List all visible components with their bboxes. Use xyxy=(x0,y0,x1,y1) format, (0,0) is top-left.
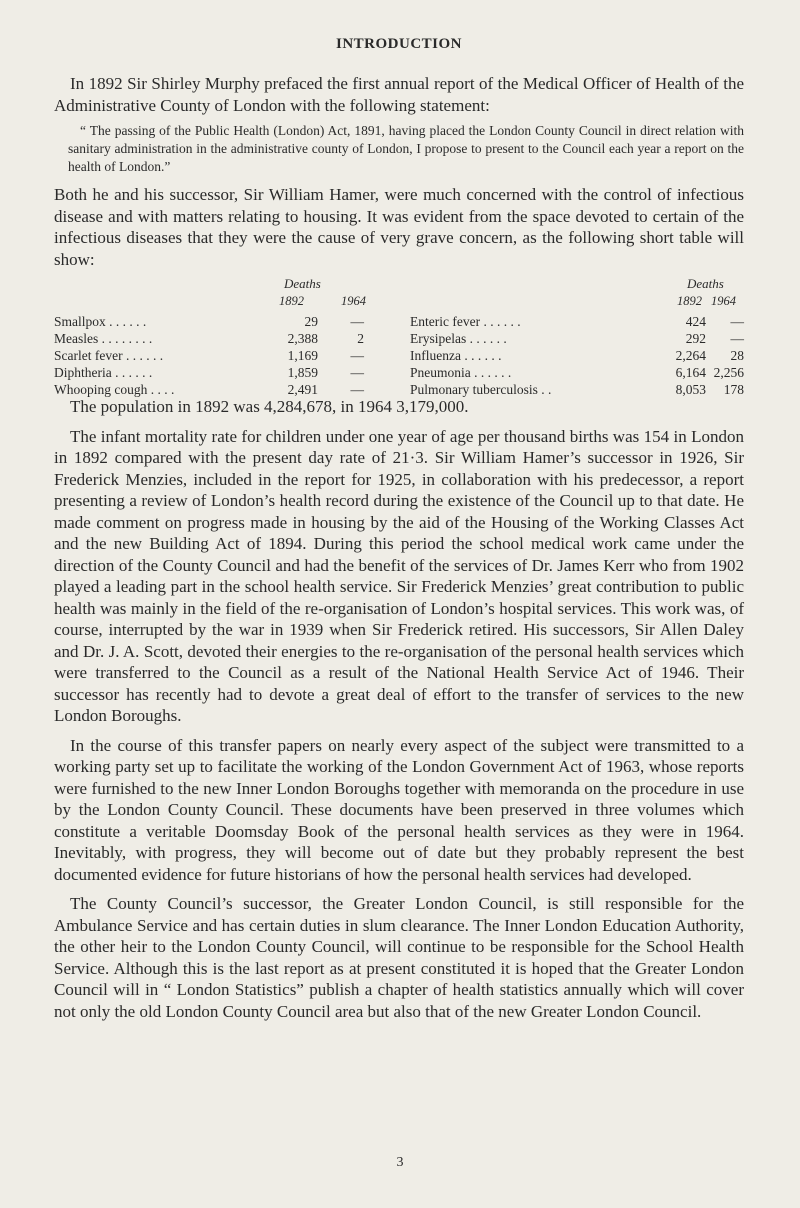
deaths-1892-value: 8,053 xyxy=(675,382,706,397)
disease-name: Measles . . . . . . . . xyxy=(54,331,153,346)
table-row xyxy=(410,348,744,365)
disease-name: Pneumonia . . . . . . xyxy=(410,365,512,380)
deaths-1964-value: 28 xyxy=(730,348,744,363)
disease-name: Pulmonary tuberculosis . . xyxy=(410,382,552,397)
deaths-1892-value: 292 xyxy=(685,331,706,346)
column-header-1964: 1964 xyxy=(711,294,736,308)
table-row xyxy=(54,331,372,348)
paragraph-intro: In 1892 Sir Shirley Murphy prefaced the first annual report of the Medical Officer of Health of the Administrative County of London with the following statement: xyxy=(54,74,744,115)
column-header-1892: 1892 xyxy=(279,294,304,308)
paragraph-successor: The County Council’s successor, the Greater London Council, is still responsible for the Ambulance Service and has certain duties in slum clearance. The Inner London Education Authority, the other heir to the London County Council, will continue to be responsible for the School Health Service. Although this is the last report as at present constituted it is hoped that the Greater London Council will in “ London Statistics” publish a chapter of health statistics annually which will cover not only the old London County Council area but also that of the new Greater London Council. xyxy=(54,894,744,1021)
block-quote: “ The passing of the Public Health (London) Act, 1891, having placed the London County Council in direct relation with sanitary administration in the administrative county of London, I propose to present to the Council each year a report on the health of London.” xyxy=(68,123,744,174)
disease-name: Whooping cough . . . . xyxy=(54,382,175,397)
paragraph-infant-mortality: The infant mortality rate for children under one year of age per thousand births was 154 in London in 1892 compared with the present day rate of 21·3. Sir William Hamer’s successor in 1926, Sir Frederick Menzies, included in the report for 1925, in collaboration with his predecessor, a report presenting a review of London’s health record during the existence of the Council up to that date. He made comment on progress made in housing by the aid of the Housing of the Working Classes Act and the new Building Act of 1894. During this period the school medical work came under the direction of the County Council and had the benefit of the services of Dr. James Kerr who from 1902 played a leading part in the school health service. Sir Frederick Menzies’ great contribution to public health was mainly in the field of the re-organisation of London’s hospital services. This work was, of course, interrupted by the war in 1939 when Sir Frederick retired. His successors, Sir Allen Daley and Dr. J. A. Scott, devoted their energies to the re-organisation of the personal health services which were transferred to the Council as a result of the National Health Service Act of 1946. Their successor has recently had to devote a great deal of effort to the transfer of services to the new London Boroughs. xyxy=(54,426,744,725)
table-row xyxy=(54,314,372,331)
deaths-1892-value: 2,388 xyxy=(287,331,318,346)
disease-name: Erysipelas . . . . . . xyxy=(410,331,507,346)
table-row xyxy=(54,365,372,382)
deaths-1892-value: 1,859 xyxy=(287,365,318,380)
deaths-1964-value: — xyxy=(730,314,744,329)
deaths-1892-value: 424 xyxy=(685,314,706,329)
deaths-1892-value: 1,169 xyxy=(287,348,318,363)
table-row xyxy=(54,382,372,399)
document-page xyxy=(54,36,744,1022)
deaths-1964-value: — xyxy=(730,331,744,346)
page-title: INTRODUCTION xyxy=(335,36,462,52)
deaths-1892-value: 6,164 xyxy=(675,365,706,380)
page-number: 3 xyxy=(396,1155,404,1170)
paragraph-population: The population in 1892 was 4,284,678, in 1964 3,179,000. xyxy=(70,397,469,416)
table-row xyxy=(54,348,372,365)
disease-name: Smallpox . . . . . . xyxy=(54,314,147,329)
paragraph-transfer: In the course of this transfer papers on nearly every aspect of the subject were transmitted to a working party set up to facilitate the working of the London Government Act of 1963, whose reports were furnished to the new Inner London Boroughs together with memoranda on the procedure in use by the London County Council. These documents have been preserved in three volumes which constitute a veritable Doomsday Book of the personal health services as they were in 1964. Inevitably, with progress, they will become out of date but they probably represent the best documented evidence for future historians of how the personal health services had developed. xyxy=(54,735,744,884)
deaths-1892-value: 2,264 xyxy=(675,348,706,363)
disease-name: Enteric fever . . . . . . xyxy=(410,314,521,329)
column-header-deaths: Deaths xyxy=(284,276,321,291)
disease-name: Scarlet fever . . . . . . xyxy=(54,348,164,363)
table-row xyxy=(410,331,744,348)
deaths-1964-value: — xyxy=(350,314,364,329)
table-row xyxy=(410,365,744,382)
column-header-deaths: Deaths xyxy=(687,276,724,291)
deaths-1964-value: 2,256 xyxy=(713,365,744,380)
deaths-1964-value: — xyxy=(350,348,364,363)
disease-name: Diphtheria . . . . . . xyxy=(54,365,153,380)
table-row xyxy=(410,314,744,331)
column-header-1964: 1964 xyxy=(341,294,366,308)
deaths-1892-value: 29 xyxy=(304,314,318,329)
deaths-table xyxy=(54,276,744,396)
deaths-1964-value: 178 xyxy=(723,382,744,397)
column-header-1892: 1892 xyxy=(677,294,702,308)
deaths-1892-value: 2,491 xyxy=(287,382,318,397)
deaths-1964-value: — xyxy=(350,365,364,380)
deaths-1964-value: — xyxy=(350,382,364,397)
table-row xyxy=(410,382,744,399)
paragraph-concern: Both he and his successor, Sir William Hamer, were much concerned with the control of infectious disease and with matters relating to housing. It was evident from the space devoted to certain of the infectious diseases that they were the cause of very grave concern, as the following short table will show: xyxy=(54,185,744,269)
disease-name: Influenza . . . . . . xyxy=(410,348,502,363)
deaths-1964-value: 2 xyxy=(357,331,364,346)
